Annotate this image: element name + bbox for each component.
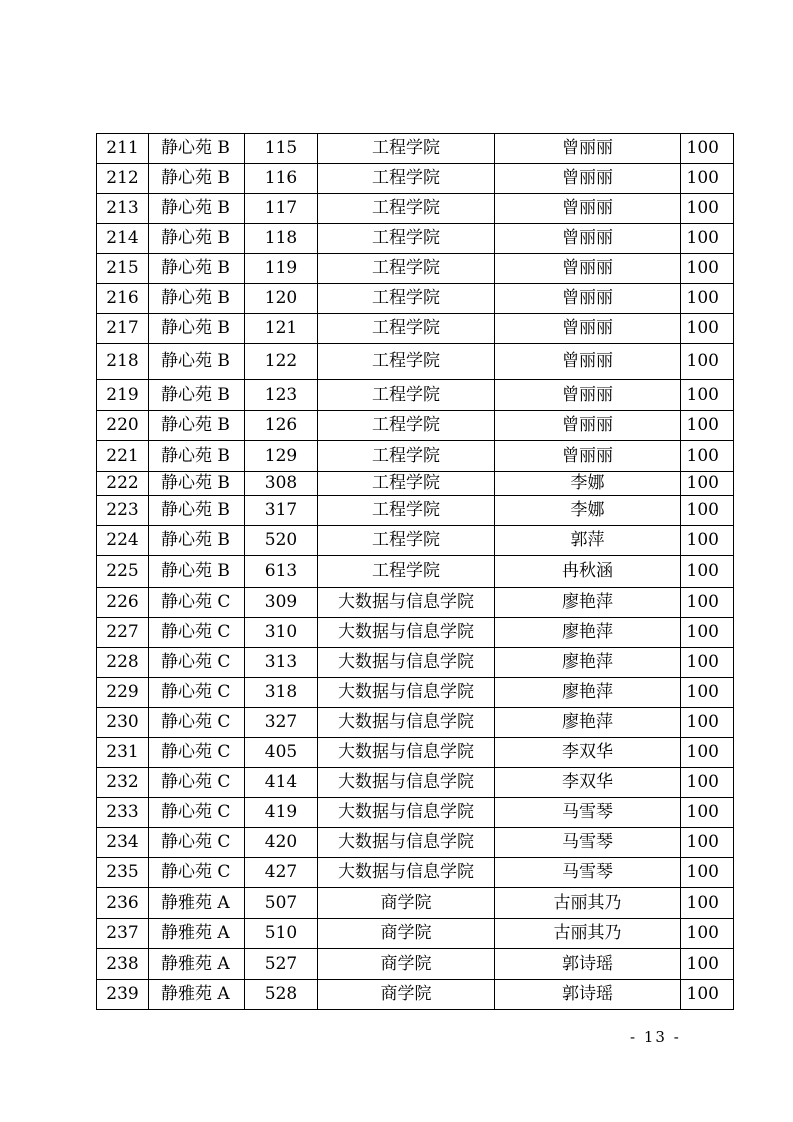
dorm-building-cell: 静心苑 C	[149, 618, 245, 648]
table-row	[97, 496, 734, 526]
person-in-charge-cell: 郭诗瑶	[495, 949, 681, 980]
score-cell: 100	[681, 134, 734, 164]
table-row	[97, 254, 734, 284]
row-number-cell: 215	[97, 254, 149, 284]
table-row	[97, 134, 734, 164]
dorm-building-cell: 静雅苑 A	[149, 919, 245, 949]
person-in-charge-cell: 郭萍	[495, 526, 681, 556]
person-in-charge-cell: 廖艳萍	[495, 618, 681, 648]
person-in-charge-cell: 曾丽丽	[495, 441, 681, 472]
room-number-cell: 510	[245, 919, 318, 949]
room-number-cell: 126	[245, 411, 318, 441]
dorm-building-cell: 静心苑 B	[149, 526, 245, 556]
score-cell: 100	[681, 472, 734, 496]
score-cell: 100	[681, 828, 734, 858]
room-number-cell: 308	[245, 472, 318, 496]
college-cell: 工程学院	[318, 411, 495, 441]
table-row	[97, 472, 734, 496]
person-in-charge-cell: 郭诗瑶	[495, 980, 681, 1010]
score-cell: 100	[681, 556, 734, 588]
person-in-charge-cell: 曾丽丽	[495, 134, 681, 164]
dorm-building-cell: 静心苑 C	[149, 798, 245, 828]
table-row	[97, 411, 734, 441]
table-row	[97, 678, 734, 708]
score-cell: 100	[681, 708, 734, 738]
score-cell: 100	[681, 888, 734, 919]
dorm-building-cell: 静心苑 C	[149, 858, 245, 888]
row-number-cell: 238	[97, 949, 149, 980]
row-number-cell: 234	[97, 828, 149, 858]
table-row	[97, 949, 734, 980]
room-number-cell: 122	[245, 344, 318, 380]
score-cell: 100	[681, 284, 734, 314]
row-number-cell: 224	[97, 526, 149, 556]
room-number-cell: 119	[245, 254, 318, 284]
person-in-charge-cell: 马雪琴	[495, 828, 681, 858]
score-cell: 100	[681, 738, 734, 768]
college-cell: 大数据与信息学院	[318, 738, 495, 768]
row-number-cell: 218	[97, 344, 149, 380]
table-row	[97, 284, 734, 314]
table-row	[97, 919, 734, 949]
college-cell: 工程学院	[318, 380, 495, 411]
room-number-cell: 520	[245, 526, 318, 556]
table-row	[97, 768, 734, 798]
room-number-cell: 317	[245, 496, 318, 526]
college-cell: 工程学院	[318, 254, 495, 284]
dorm-building-cell: 静心苑 C	[149, 588, 245, 618]
table-row	[97, 980, 734, 1010]
room-number-cell: 414	[245, 768, 318, 798]
college-cell: 大数据与信息学院	[318, 678, 495, 708]
table-row	[97, 164, 734, 194]
score-cell: 100	[681, 980, 734, 1010]
dorm-building-cell: 静心苑 B	[149, 254, 245, 284]
row-number-cell: 219	[97, 380, 149, 411]
row-number-cell: 217	[97, 314, 149, 344]
row-number-cell: 223	[97, 496, 149, 526]
college-cell: 工程学院	[318, 526, 495, 556]
college-cell: 大数据与信息学院	[318, 858, 495, 888]
row-number-cell: 235	[97, 858, 149, 888]
row-number-cell: 233	[97, 798, 149, 828]
college-cell: 工程学院	[318, 472, 495, 496]
row-number-cell: 231	[97, 738, 149, 768]
row-number-cell: 239	[97, 980, 149, 1010]
person-in-charge-cell: 李双华	[495, 768, 681, 798]
room-number-cell: 527	[245, 949, 318, 980]
college-cell: 工程学院	[318, 496, 495, 526]
room-number-cell: 528	[245, 980, 318, 1010]
person-in-charge-cell: 古丽其乃	[495, 888, 681, 919]
table-row	[97, 194, 734, 224]
score-cell: 100	[681, 496, 734, 526]
person-in-charge-cell: 廖艳萍	[495, 588, 681, 618]
row-number-cell: 222	[97, 472, 149, 496]
table-row	[97, 828, 734, 858]
score-cell: 100	[681, 798, 734, 828]
person-in-charge-cell: 李娜	[495, 496, 681, 526]
dorm-building-cell: 静心苑 B	[149, 496, 245, 526]
person-in-charge-cell: 曾丽丽	[495, 380, 681, 411]
dorm-building-cell: 静雅苑 A	[149, 888, 245, 919]
college-cell: 工程学院	[318, 164, 495, 194]
dorm-inspection-table	[96, 133, 734, 1010]
college-cell: 大数据与信息学院	[318, 618, 495, 648]
college-cell: 工程学院	[318, 224, 495, 254]
dorm-building-cell: 静雅苑 A	[149, 980, 245, 1010]
college-cell: 商学院	[318, 919, 495, 949]
room-number-cell: 327	[245, 708, 318, 738]
dorm-building-cell: 静心苑 B	[149, 441, 245, 472]
room-number-cell: 427	[245, 858, 318, 888]
score-cell: 100	[681, 768, 734, 798]
row-number-cell: 237	[97, 919, 149, 949]
college-cell: 大数据与信息学院	[318, 708, 495, 738]
room-number-cell: 118	[245, 224, 318, 254]
score-cell: 100	[681, 164, 734, 194]
table-row	[97, 556, 734, 588]
dorm-building-cell: 静心苑 B	[149, 411, 245, 441]
college-cell: 工程学院	[318, 314, 495, 344]
college-cell: 工程学院	[318, 344, 495, 380]
college-cell: 商学院	[318, 949, 495, 980]
row-number-cell: 213	[97, 194, 149, 224]
room-number-cell: 115	[245, 134, 318, 164]
row-number-cell: 236	[97, 888, 149, 919]
dorm-building-cell: 静心苑 C	[149, 648, 245, 678]
room-number-cell: 420	[245, 828, 318, 858]
row-number-cell: 232	[97, 768, 149, 798]
person-in-charge-cell: 廖艳萍	[495, 648, 681, 678]
table-row	[97, 441, 734, 472]
score-cell: 100	[681, 618, 734, 648]
row-number-cell: 212	[97, 164, 149, 194]
score-cell: 100	[681, 224, 734, 254]
score-cell: 100	[681, 588, 734, 618]
row-number-cell: 228	[97, 648, 149, 678]
person-in-charge-cell: 古丽其乃	[495, 919, 681, 949]
dorm-building-cell: 静心苑 B	[149, 380, 245, 411]
table-body	[97, 134, 734, 1010]
score-cell: 100	[681, 344, 734, 380]
room-number-cell: 318	[245, 678, 318, 708]
college-cell: 工程学院	[318, 194, 495, 224]
row-number-cell: 229	[97, 678, 149, 708]
score-cell: 100	[681, 254, 734, 284]
score-cell: 100	[681, 678, 734, 708]
person-in-charge-cell: 李双华	[495, 738, 681, 768]
person-in-charge-cell: 曾丽丽	[495, 164, 681, 194]
table-row	[97, 738, 734, 768]
room-number-cell: 405	[245, 738, 318, 768]
person-in-charge-cell: 曾丽丽	[495, 314, 681, 344]
dorm-building-cell: 静雅苑 A	[149, 949, 245, 980]
person-in-charge-cell: 廖艳萍	[495, 708, 681, 738]
college-cell: 工程学院	[318, 284, 495, 314]
row-number-cell: 227	[97, 618, 149, 648]
table-row	[97, 858, 734, 888]
dorm-building-cell: 静心苑 B	[149, 472, 245, 496]
college-cell: 工程学院	[318, 556, 495, 588]
table-row	[97, 344, 734, 380]
dorm-building-cell: 静心苑 C	[149, 678, 245, 708]
row-number-cell: 230	[97, 708, 149, 738]
room-number-cell: 120	[245, 284, 318, 314]
dorm-building-cell: 静心苑 C	[149, 738, 245, 768]
score-cell: 100	[681, 411, 734, 441]
row-number-cell: 225	[97, 556, 149, 588]
room-number-cell: 121	[245, 314, 318, 344]
row-number-cell: 221	[97, 441, 149, 472]
row-number-cell: 220	[97, 411, 149, 441]
college-cell: 大数据与信息学院	[318, 828, 495, 858]
score-cell: 100	[681, 858, 734, 888]
college-cell: 大数据与信息学院	[318, 648, 495, 678]
room-number-cell: 419	[245, 798, 318, 828]
row-number-cell: 226	[97, 588, 149, 618]
dorm-building-cell: 静心苑 B	[149, 164, 245, 194]
table-row	[97, 314, 734, 344]
table-row	[97, 224, 734, 254]
room-number-cell: 507	[245, 888, 318, 919]
dorm-building-cell: 静心苑 B	[149, 314, 245, 344]
score-cell: 100	[681, 194, 734, 224]
dorm-building-cell: 静心苑 B	[149, 224, 245, 254]
row-number-cell: 211	[97, 134, 149, 164]
dorm-building-cell: 静心苑 B	[149, 284, 245, 314]
room-number-cell: 123	[245, 380, 318, 411]
table-row	[97, 588, 734, 618]
dorm-building-cell: 静心苑 C	[149, 708, 245, 738]
room-number-cell: 129	[245, 441, 318, 472]
score-cell: 100	[681, 648, 734, 678]
college-cell: 商学院	[318, 888, 495, 919]
table-row	[97, 888, 734, 919]
score-cell: 100	[681, 526, 734, 556]
row-number-cell: 216	[97, 284, 149, 314]
dorm-building-cell: 静心苑 C	[149, 828, 245, 858]
score-cell: 100	[681, 380, 734, 411]
dorm-building-cell: 静心苑 B	[149, 344, 245, 380]
room-number-cell: 117	[245, 194, 318, 224]
table-row	[97, 798, 734, 828]
score-cell: 100	[681, 949, 734, 980]
person-in-charge-cell: 曾丽丽	[495, 254, 681, 284]
person-in-charge-cell: 冉秋涵	[495, 556, 681, 588]
dorm-building-cell: 静心苑 B	[149, 194, 245, 224]
table-row	[97, 708, 734, 738]
college-cell: 大数据与信息学院	[318, 588, 495, 618]
person-in-charge-cell: 曾丽丽	[495, 284, 681, 314]
person-in-charge-cell: 曾丽丽	[495, 411, 681, 441]
room-number-cell: 613	[245, 556, 318, 588]
college-cell: 工程学院	[318, 441, 495, 472]
table-row	[97, 526, 734, 556]
person-in-charge-cell: 曾丽丽	[495, 224, 681, 254]
row-number-cell: 214	[97, 224, 149, 254]
room-number-cell: 116	[245, 164, 318, 194]
person-in-charge-cell: 马雪琴	[495, 858, 681, 888]
dorm-building-cell: 静心苑 B	[149, 556, 245, 588]
table-row	[97, 380, 734, 411]
college-cell: 大数据与信息学院	[318, 798, 495, 828]
dorm-building-cell: 静心苑 C	[149, 768, 245, 798]
person-in-charge-cell: 曾丽丽	[495, 344, 681, 380]
room-number-cell: 310	[245, 618, 318, 648]
person-in-charge-cell: 马雪琴	[495, 798, 681, 828]
page-number: - 13 -	[630, 1028, 681, 1046]
room-number-cell: 313	[245, 648, 318, 678]
dorm-building-cell: 静心苑 B	[149, 134, 245, 164]
table-row	[97, 618, 734, 648]
person-in-charge-cell: 李娜	[495, 472, 681, 496]
score-cell: 100	[681, 919, 734, 949]
person-in-charge-cell: 曾丽丽	[495, 194, 681, 224]
person-in-charge-cell: 廖艳萍	[495, 678, 681, 708]
college-cell: 大数据与信息学院	[318, 768, 495, 798]
room-number-cell: 309	[245, 588, 318, 618]
college-cell: 工程学院	[318, 134, 495, 164]
score-cell: 100	[681, 314, 734, 344]
college-cell: 商学院	[318, 980, 495, 1010]
table-row	[97, 648, 734, 678]
score-cell: 100	[681, 441, 734, 472]
